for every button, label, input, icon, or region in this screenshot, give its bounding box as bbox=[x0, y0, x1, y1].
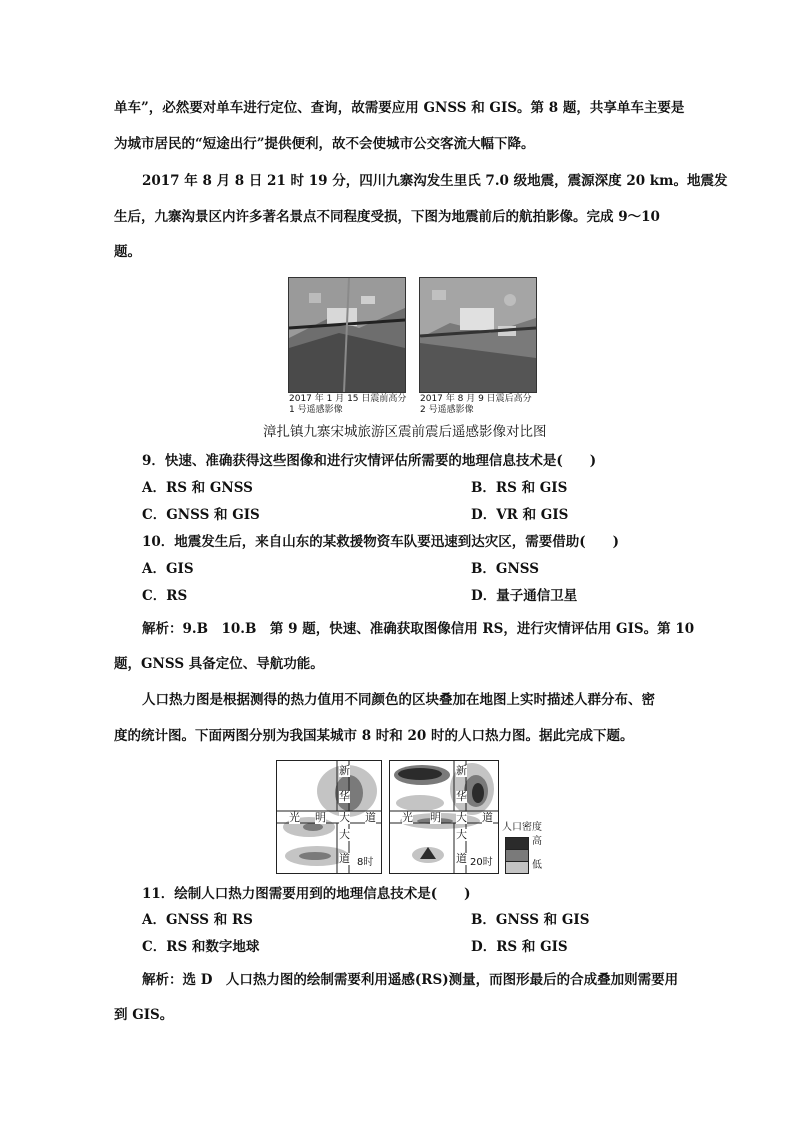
road-label: 大 bbox=[456, 811, 467, 824]
time-label: 20时 bbox=[470, 857, 493, 868]
image-caption: 2017 年 1 月 15 日震前高分 bbox=[289, 394, 407, 404]
road-label: 华 bbox=[339, 790, 350, 803]
paragraph-line: 生后，九寨沟景区内许多著名景点不同程度受损，下图为地震前后的航拍影像。完成 9～10 bbox=[114, 209, 660, 225]
image-caption: 1 号遥感影像 bbox=[289, 405, 343, 415]
pre-earthquake-image bbox=[288, 277, 406, 393]
road-label: 道 bbox=[456, 852, 467, 865]
legend-low-label: 低 bbox=[532, 860, 542, 871]
option-a: A．RS 和 GNSS bbox=[142, 480, 253, 496]
option-b: B．RS 和 GIS bbox=[471, 480, 568, 496]
paragraph-line: 单车”，必然要对单车进行定位、查询，故需要应用 GNSS 和 GIS。第 8 题，共享单车主要是 bbox=[114, 100, 685, 116]
option-c: C．RS 和数字地球 bbox=[142, 939, 260, 955]
option-d: D．VR 和 GIS bbox=[471, 507, 569, 523]
figure-title: 漳扎镇九寨宋城旅游区震前震后遥感影像对比图 bbox=[263, 424, 547, 440]
paragraph-line: 题。 bbox=[114, 244, 141, 260]
question-stem: 10．地震发生后，来自山东的某救援物资车队要迅速到达灾区，需要借助( ) bbox=[142, 534, 620, 550]
explanation-line: 题，GNSS 具备定位、导航功能。 bbox=[114, 656, 324, 672]
road-label: 新 bbox=[339, 764, 350, 777]
question-stem: 9．快速、准确获得这些图像和进行灾情评估所需要的地理信息技术是( ) bbox=[142, 453, 597, 469]
road-label: 新 bbox=[456, 764, 467, 777]
paragraph-line: 为城市居民的“短途出行”提供便利，故不会使城市公交客流大幅下降。 bbox=[114, 136, 535, 152]
road-label: 明 bbox=[430, 811, 441, 824]
road-label: 大 bbox=[456, 828, 467, 841]
legend-swatch-low bbox=[505, 861, 529, 874]
question-stem: 11．绘制人口热力图需要用到的地理信息技术是( ) bbox=[142, 886, 471, 902]
option-d: D．量子通信卫星 bbox=[471, 588, 578, 604]
option-b: B．GNSS 和 GIS bbox=[471, 912, 590, 928]
road-label: 道 bbox=[339, 852, 350, 865]
legend-high-label: 高 bbox=[532, 836, 542, 847]
option-a: A．GIS bbox=[142, 561, 194, 577]
heatmap-20h bbox=[389, 760, 499, 874]
road-label: 华 bbox=[456, 790, 467, 803]
paragraph-line: 人口热力图是根据测得的热力值用不同颜色的区块叠加在地图上实时描述人群分布、密 bbox=[142, 692, 655, 708]
option-a: A．GNSS 和 RS bbox=[142, 912, 253, 928]
option-c: C．GNSS 和 GIS bbox=[142, 507, 260, 523]
heatmap-8h bbox=[276, 760, 382, 874]
road-label: 道 bbox=[482, 811, 493, 824]
road-label: 大 bbox=[339, 811, 350, 824]
road-label: 光 bbox=[289, 811, 300, 824]
paragraph-line: 度的统计图。下面两图分别为我国某城市 8 时和 20 时的人口热力图。据此完成下题。 bbox=[114, 728, 634, 744]
option-b: B．GNSS bbox=[471, 561, 539, 577]
image-caption: 2017 年 8 月 9 日震后高分 bbox=[420, 394, 532, 404]
explanation-line: 解析：选 D 人口热力图的绘制需要利用遥感(RS)测量，而图形最后的合成叠加则需要用 bbox=[142, 972, 679, 988]
paragraph-line: 2017 年 8 月 8 日 21 时 19 分，四川九寨沟发生里氏 7.0 级地震，震源深度 20 km。地震发 bbox=[142, 173, 728, 189]
road-label: 道 bbox=[365, 811, 376, 824]
image-caption: 2 号遥感影像 bbox=[420, 405, 474, 415]
legend-title: 人口密度 bbox=[502, 822, 542, 833]
road-label: 光 bbox=[402, 811, 413, 824]
explanation-line: 解析：9.B 10.B 第 9 题，快速、准确获取图像信用 RS，进行灾情评估用 GIS。第 10 bbox=[142, 621, 695, 637]
time-label: 8时 bbox=[357, 857, 374, 868]
post-earthquake-image bbox=[419, 277, 537, 393]
option-d: D．RS 和 GIS bbox=[471, 939, 568, 955]
option-c: C．RS bbox=[142, 588, 188, 604]
explanation-line: 到 GIS。 bbox=[114, 1007, 174, 1023]
road-label: 明 bbox=[315, 811, 326, 824]
road-label: 大 bbox=[339, 828, 350, 841]
